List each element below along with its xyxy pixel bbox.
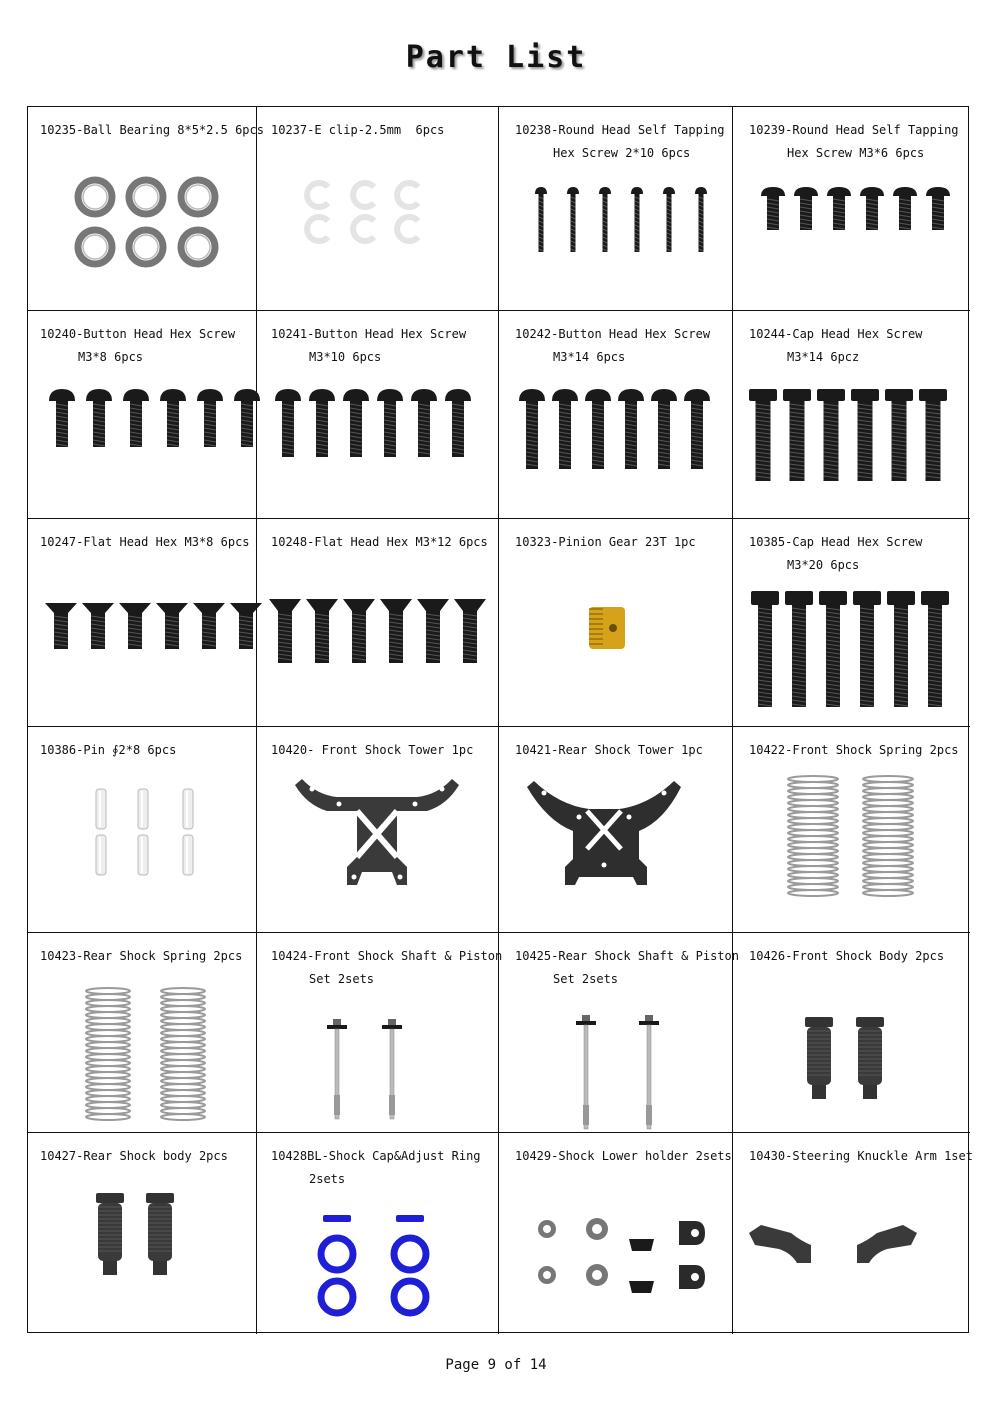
part-cell (28, 933, 257, 1133)
part-label-line1: 10239-Round Head Self Tapping (749, 123, 959, 137)
part-label (40, 119, 264, 142)
part-label (515, 119, 725, 165)
part-label-line1: 10430-Steering Knuckle Arm 1set (749, 1149, 973, 1163)
part-label (271, 1145, 481, 1191)
part-cell (499, 311, 733, 519)
part-label-line2: Hex Screw 2*10 6pcs (553, 146, 691, 160)
part-label (749, 119, 959, 165)
part-label (749, 531, 922, 577)
part-cell (499, 727, 733, 933)
part-label-line1: 10429-Shock Lower holder 2sets (515, 1149, 732, 1163)
part-cell (28, 519, 257, 727)
part-label (40, 323, 235, 369)
part-cell (733, 1133, 973, 1334)
part-label-line1: 10422-Front Shock Spring 2pcs (749, 743, 959, 757)
part-label-line1: 10385-Cap Head Hex Screw (749, 535, 923, 549)
part-label (515, 531, 696, 554)
part-label-line1: 10423-Rear Shock Spring 2pcs (40, 949, 243, 963)
part-label (749, 739, 959, 762)
part-cell (257, 1133, 499, 1334)
part-cell (257, 727, 499, 933)
part-cell (257, 311, 499, 519)
part-label-line1: 10425-Rear Shock Shaft & Piston (515, 949, 739, 963)
part-cell (733, 107, 970, 311)
part-label-line1: 10248-Flat Head Hex M3*12 6pcs (271, 535, 488, 549)
part-label-line1: 10421-Rear Shock Tower 1pc (515, 743, 703, 757)
part-label (40, 739, 176, 762)
part-label-line1: 10426-Front Shock Body 2pcs (749, 949, 945, 963)
part-label-line2: Hex Screw M3*6 6pcs (787, 146, 925, 160)
part-label (271, 531, 488, 554)
part-label (515, 945, 739, 991)
part-label-line1: 10235-Ball Bearing 8*5*2.5 6pcs (40, 123, 264, 137)
part-cell (733, 311, 970, 519)
part-label-line1: 10424-Front Shock Shaft & Piston (271, 949, 503, 963)
part-label (515, 739, 703, 762)
part-label-line1: 10247-Flat Head Hex M3*8 6pcs (40, 535, 250, 549)
part-label-line1: 10241-Button Head Hex Screw (271, 327, 467, 341)
page-number: Page 9 of 14 (445, 1357, 547, 1373)
part-cell (499, 1133, 733, 1334)
part-cell (257, 107, 499, 311)
part-label (40, 945, 242, 968)
part-label (749, 1145, 973, 1168)
part-label (515, 323, 710, 369)
page-title: Part List (405, 40, 587, 75)
part-label (271, 323, 466, 369)
part-label-line2: M3*8 6pcs (78, 350, 144, 364)
part-cell (28, 107, 264, 311)
part-label-line2: Set 2sets (553, 972, 619, 986)
part-label (271, 119, 444, 142)
part-label-line1: 10420- Front Shock Tower 1pc (271, 743, 474, 757)
part-label (40, 531, 250, 554)
part-label-line1: 10323-Pinion Gear 23T 1pc (515, 535, 696, 549)
part-cell (28, 311, 257, 519)
part-label-line2: Set 2sets (309, 972, 375, 986)
part-cell (733, 519, 970, 727)
part-label-line1: 10238-Round Head Self Tapping (515, 123, 725, 137)
part-cell (28, 727, 257, 933)
part-label-line1: 10237-E clip-2.5mm 6pcs (271, 123, 445, 137)
part-cell (733, 727, 970, 933)
part-label-line1: 10244-Cap Head Hex Screw (749, 327, 923, 341)
part-cell (499, 519, 733, 727)
part-label (515, 1145, 732, 1168)
part-cell (733, 933, 970, 1133)
part-label-line2: M3*10 6pcs (309, 350, 382, 364)
part-label-line2: M3*14 6pcs (553, 350, 626, 364)
part-label-line1: 10242-Button Head Hex Screw (515, 327, 711, 341)
part-label-line1: 10386-Pin ∮2*8 6pcs (40, 743, 177, 757)
part-cell (28, 1133, 257, 1334)
part-label-line2: M3*20 6pcs (787, 558, 860, 572)
part-label (271, 945, 502, 991)
part-cell (499, 933, 739, 1133)
part-label-line1: 10427-Rear Shock body 2pcs (40, 1149, 228, 1163)
part-label-line1: 10240-Button Head Hex Screw (40, 327, 236, 341)
part-label-line1: 10428BL-Shock Cap&Adjust Ring (271, 1149, 481, 1163)
part-cell (257, 933, 503, 1133)
part-label (749, 945, 944, 968)
part-label (749, 323, 922, 369)
part-cell (257, 519, 499, 727)
part-label-line2: 2sets (309, 1172, 346, 1186)
part-cell (499, 107, 733, 311)
part-label (271, 739, 473, 762)
part-label-line2: M3*14 6pcz (787, 350, 860, 364)
part-label (40, 1145, 228, 1168)
part-list-table (27, 106, 973, 1333)
